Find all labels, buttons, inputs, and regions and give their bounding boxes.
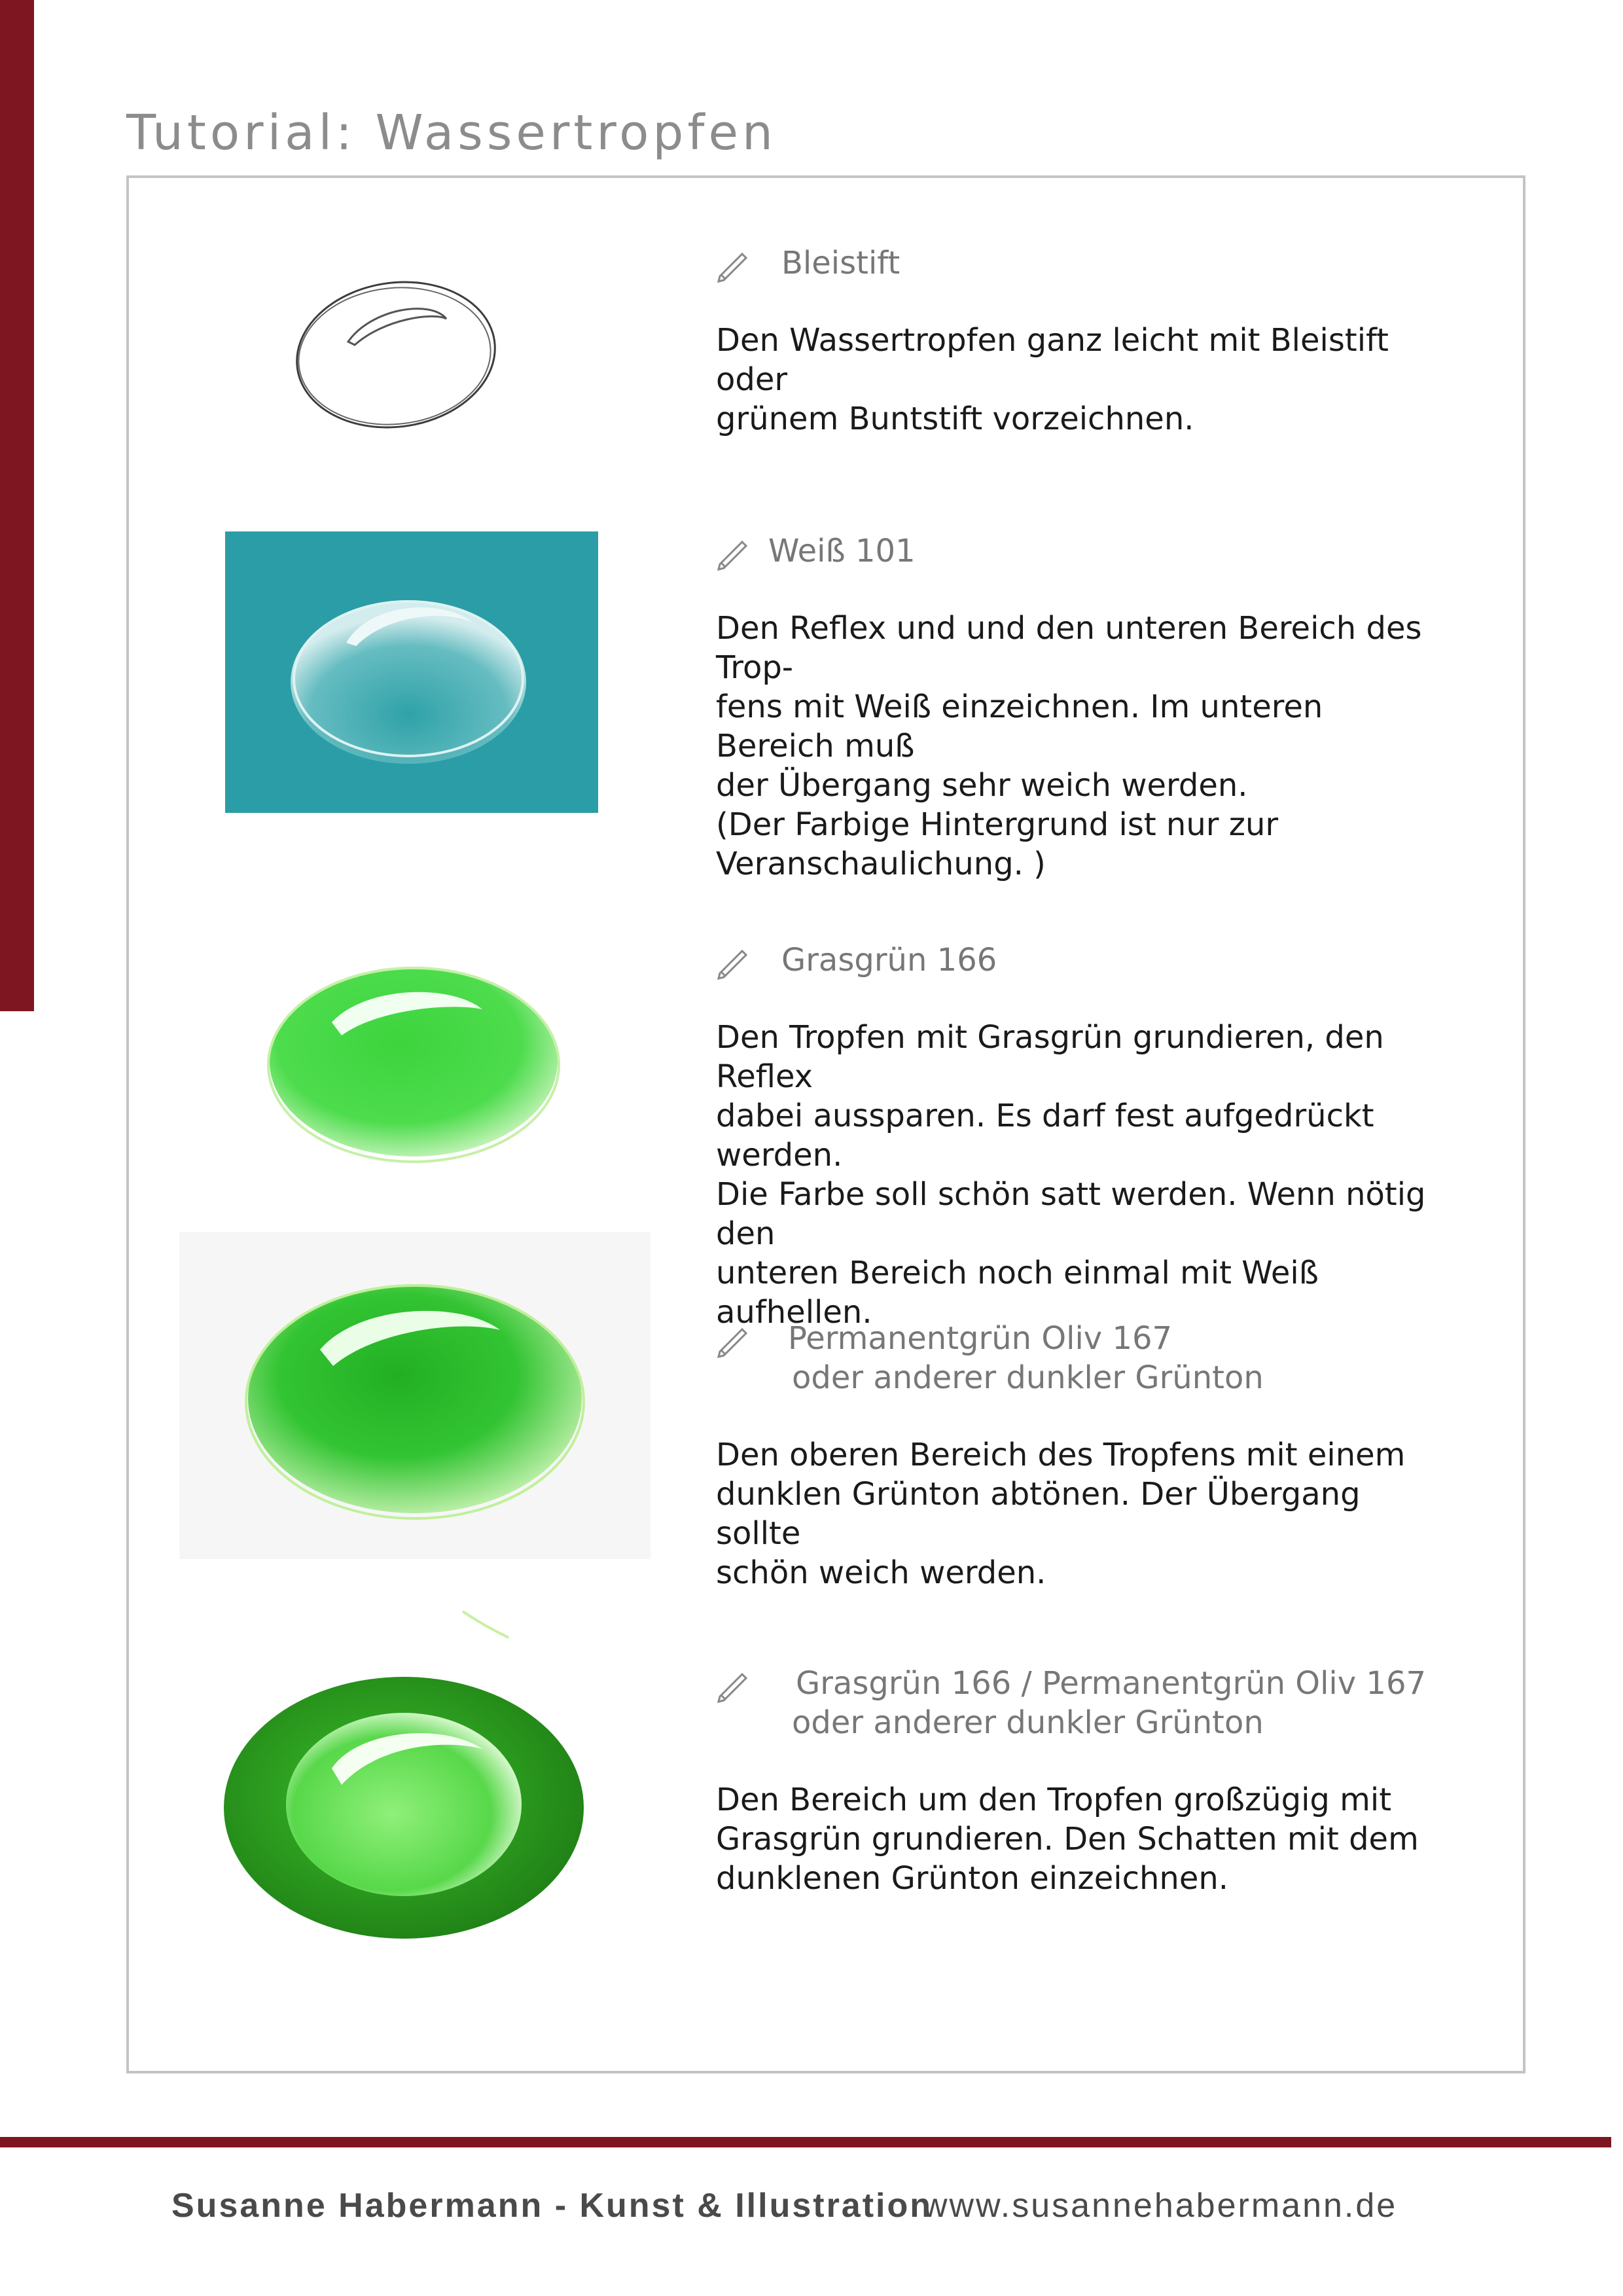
white-drop-on-teal-image: [225, 531, 598, 813]
step-description: Den Tropfen mit Grasgrün grundieren, den Reflex dabei aussparen. Es darf fest aufgedrückt werden. Die Farbe soll schön satt werden. Wenn nötig den unteren Bereich noch einmal mit Weiß aufhellen.: [716, 1019, 1426, 1331]
tool-subtitle: oder anderer dunkler Grünton: [792, 1359, 1264, 1396]
tool-line: [716, 243, 1436, 283]
tool-name: Permanentgrün Oliv 167: [788, 1320, 1173, 1357]
green-drop-image: [260, 950, 567, 1166]
pencil-sketch-drop-image: [279, 263, 515, 440]
tool-line: [716, 1664, 1436, 1741]
tool-line: [716, 941, 1436, 980]
pencil-icon: [716, 247, 751, 283]
tool-name: Bleistift: [781, 245, 901, 281]
tool-line: [716, 531, 1436, 571]
step-description: Den oberen Bereich des Tropfens mit einem dunklen Grünton abtönen. Der Übergang sollte schön weich werden.: [716, 1437, 1406, 1591]
pencil-icon: [716, 535, 751, 571]
tool-subtitle: oder anderer dunkler Grünton: [792, 1704, 1264, 1741]
tutorial-frame: [126, 175, 1525, 2073]
pencil-icon: [716, 1323, 751, 1358]
footer-divider: [0, 2137, 1611, 2147]
tool-name: Weiß 101: [768, 533, 916, 569]
footer-brand: Susanne Habermann - Kunst & Illustration: [171, 2187, 933, 2225]
step-description: Den Wassertropfen ganz leicht mit Bleistift oder grünem Buntstift vorzeichnen.: [716, 322, 1389, 437]
pencil-icon: [716, 944, 751, 980]
side-accent-bar: [0, 0, 34, 1011]
step-description: Den Bereich um den Tropfen großzügig mit Grasgrün grundieren. Den Schatten mit dem dunklenen Grünton einzeichnen.: [716, 1782, 1419, 1897]
footer-website-link[interactable]: www.susannehabermann.de: [923, 2187, 1398, 2225]
step-4-text: [716, 1319, 1436, 1592]
step-1-text: [716, 243, 1436, 439]
step-2-text: [716, 531, 1436, 884]
pencil-icon: [716, 1668, 751, 1703]
drop-with-green-surrounding-image: [214, 1598, 607, 1952]
step-3-text: [716, 941, 1436, 1332]
tool-line: [716, 1319, 1436, 1396]
tool-name: Grasgrün 166 / Permanentgrün Oliv 167: [796, 1665, 1427, 1702]
tool-name: Grasgrün 166: [781, 942, 997, 978]
dark-green-drop-image: [179, 1232, 651, 1559]
step-description: Den Reflex und und den unteren Bereich des Trop- fens mit Weiß einzeichnen. Im unteren Bereich muß der Übergang sehr weich werden. (Der Farbige Hintergrund ist nur zur Veranschaulichung. ): [716, 610, 1422, 882]
page-title: Tutorial: Wassertropfen: [126, 105, 777, 161]
step-5-text: [716, 1664, 1436, 1898]
